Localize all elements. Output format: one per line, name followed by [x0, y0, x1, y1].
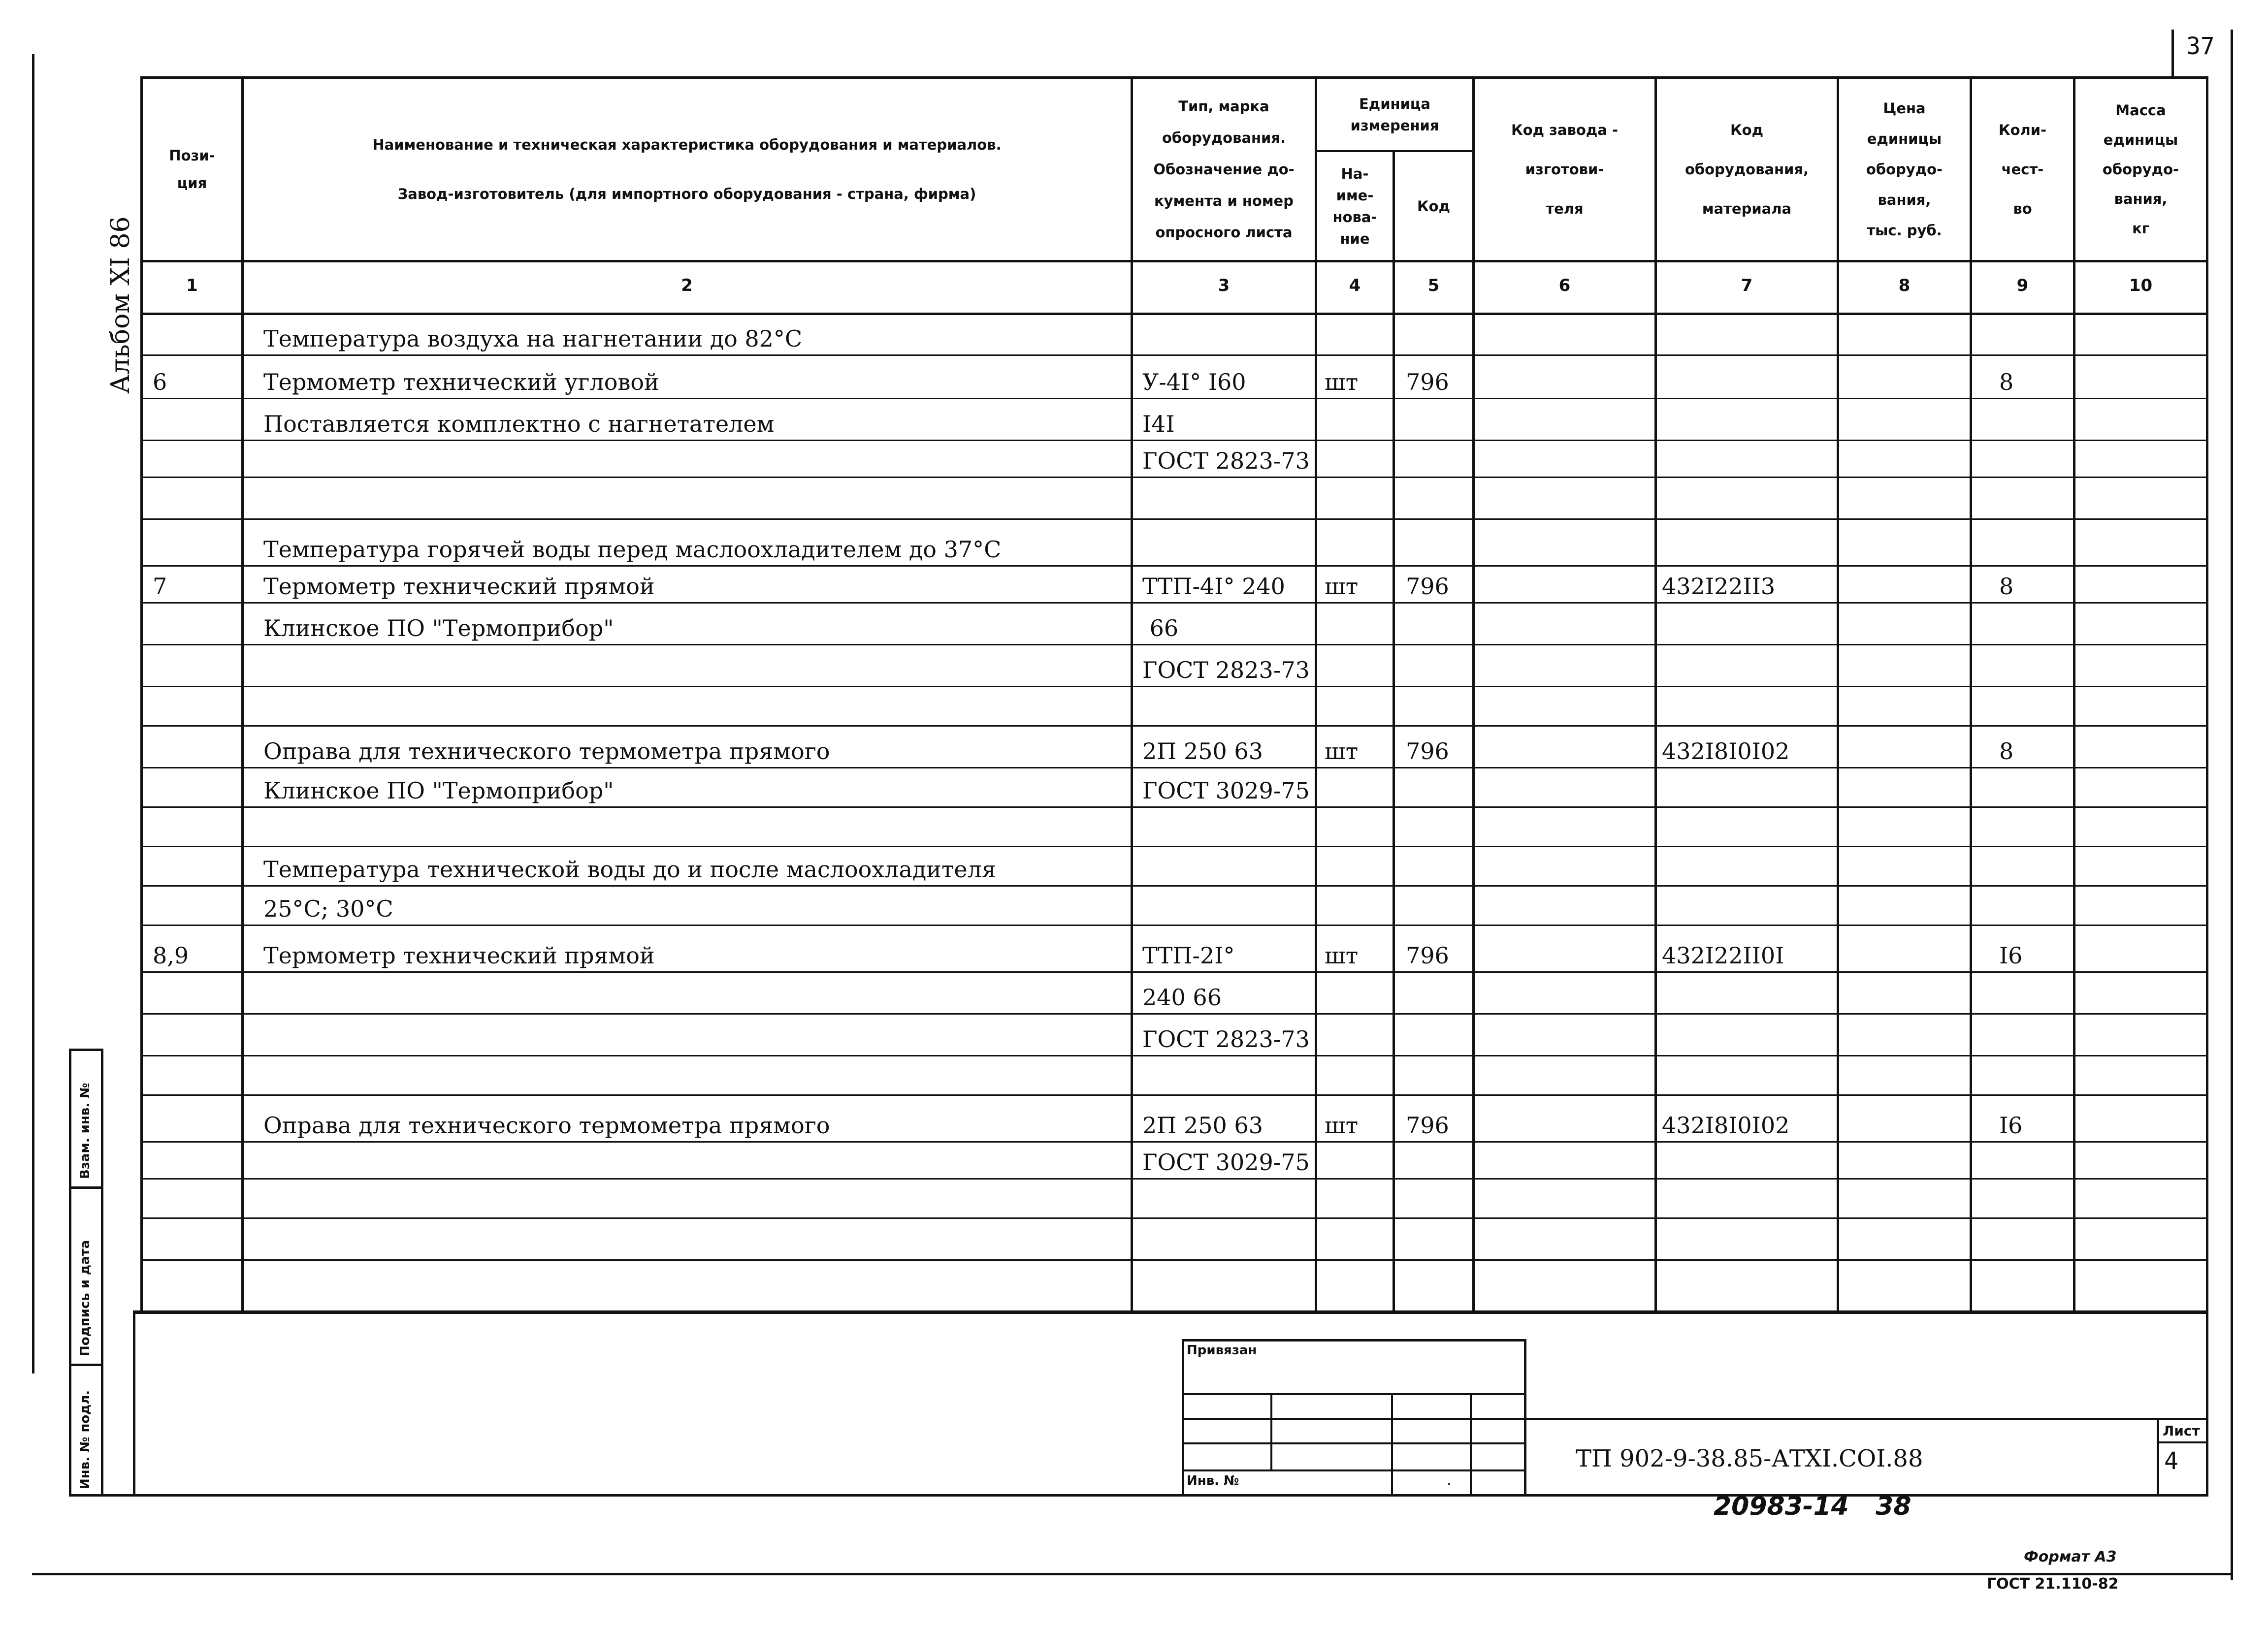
- stamp-inv-podl: Инв. № подл.: [78, 1390, 93, 1489]
- page-number: 37: [2186, 32, 2215, 60]
- cell-eq: 432I8I0I02: [1662, 1112, 1790, 1139]
- header-position: Пози- ция: [169, 147, 215, 192]
- cell-name: Клинское ПО "Термоприбор": [263, 777, 614, 804]
- colnum-5: 5: [1427, 276, 1440, 295]
- header-equipment-code: Код оборудования, материала: [1685, 122, 1809, 217]
- cell-code: 796: [1406, 573, 1449, 600]
- cell-qty: 8: [1999, 738, 2014, 765]
- cell-type: ТТП-4I° 240: [1142, 573, 1285, 600]
- sheet-label: Лист: [2163, 1423, 2200, 1439]
- cell-name: Клинское ПО "Термоприбор": [263, 615, 614, 641]
- cell-type: ГОСТ 2823-73: [1142, 1026, 1310, 1053]
- cell-unit: шт: [1325, 573, 1359, 600]
- cell-type: ГОСТ 3029-75: [1142, 1149, 1310, 1176]
- header-unit: Единица измерения: [1350, 95, 1439, 134]
- cell-code: 796: [1406, 738, 1449, 765]
- cell-code: 796: [1406, 1112, 1449, 1139]
- cell-pos: 7: [153, 573, 167, 600]
- cell-unit: шт: [1325, 369, 1359, 395]
- header-unit-name: На- име- нова- ние: [1332, 165, 1377, 247]
- stamp-signature-date: Подпись и дата: [78, 1240, 93, 1356]
- cell-name: Поставляется комплектно с нагнетателем: [263, 411, 775, 437]
- gost-label: ГОСТ 21.110-82: [1987, 1575, 2119, 1593]
- cell-qty: I6: [1999, 942, 2023, 969]
- cell-name: Оправа для технического термометра прямого: [263, 738, 830, 765]
- cell-name: Термометр технический угловой: [263, 369, 659, 395]
- cell-type: I4I: [1142, 411, 1175, 437]
- cell-unit: шт: [1325, 1112, 1359, 1139]
- cell-unit: шт: [1325, 738, 1359, 765]
- archive-number: 20983-14 38: [1714, 1492, 1912, 1521]
- cell-qty: 8: [1999, 369, 2014, 395]
- cell-eq: 432I8I0I02: [1662, 738, 1790, 765]
- colnum-3: 3: [1218, 276, 1230, 295]
- cell-type: 66: [1142, 615, 1179, 641]
- colnum-6: 6: [1558, 276, 1571, 295]
- album-label: Альбом XI 86: [106, 216, 135, 394]
- cell-qty: 8: [1999, 573, 2014, 600]
- colnum-8: 8: [1898, 276, 1911, 295]
- header-quantity: Коли- чест- во: [1998, 122, 2047, 217]
- cell-type: 2П 250 63: [1142, 738, 1263, 765]
- header-mass: Масса единицы оборудо- вания, кг: [2102, 102, 2179, 237]
- header-unit-code: Код: [1417, 197, 1451, 215]
- cell-eq: 432I22II0I: [1662, 942, 1784, 969]
- cell-name: Температура горячей воды перед маслоохладителем до 37°С: [263, 536, 1002, 563]
- cell-eq: 432I22II3: [1662, 573, 1776, 600]
- cell-type: ГОСТ 2823-73: [1142, 447, 1310, 474]
- stamp-dot: ·: [1445, 1477, 1453, 1492]
- cell-type: ГОСТ 3029-75: [1142, 777, 1310, 804]
- cell-type: ТТП-2I°: [1142, 942, 1235, 969]
- header-name: Наименование и техническая характеристика оборудования и материалов. Завод-изготовитель (для импортного оборудования - страна, фирма): [372, 136, 1002, 202]
- cell-name: Оправа для технического термометра прямого: [263, 1112, 830, 1139]
- cell-type: 2П 250 63: [1142, 1112, 1263, 1139]
- document-code: ТП 902-9-38.85-АТХI.СОI.88: [1576, 1445, 1923, 1472]
- stamp-vzam-inv: Взам. инв. №: [78, 1083, 93, 1179]
- colnum-9: 9: [2016, 276, 2029, 295]
- cell-name: Температура технической воды до и после маслоохладителя: [263, 856, 996, 883]
- cell-pos: 6: [153, 369, 167, 395]
- header-type: Тип, марка оборудования. Обозначение до- кумента и номер опросного листа: [1153, 98, 1295, 241]
- stamp-inv-no: Инв. №: [1187, 1473, 1239, 1488]
- stamp-privyazan: Привязан: [1187, 1343, 1257, 1358]
- cell-type: ГОСТ 2823-73: [1142, 657, 1310, 683]
- colnum-4: 4: [1349, 276, 1361, 295]
- cell-name: Термометр технический прямой: [263, 942, 655, 969]
- cell-type: 240 66: [1142, 984, 1222, 1011]
- format-label: Формат А3: [2024, 1548, 2117, 1565]
- cell-code: 796: [1406, 942, 1449, 969]
- cell-code: 796: [1406, 369, 1449, 395]
- cell-name: Термометр технический прямой: [263, 573, 655, 600]
- cell-qty: I6: [1999, 1112, 2023, 1139]
- sheet-number: 4: [2164, 1447, 2178, 1475]
- cell-name: 25°С; 30°С: [263, 895, 393, 922]
- header-price: Цена единицы оборудо- вания, тыс. руб.: [1866, 100, 1943, 239]
- colnum-1: 1: [186, 276, 198, 295]
- header-factory-code: Код завода - изготови- теля: [1511, 122, 1618, 217]
- colnum-7: 7: [1741, 276, 1753, 295]
- colnum-2: 2: [681, 276, 693, 295]
- cell-type: У-4I° I60: [1142, 369, 1246, 395]
- colnum-10: 10: [2129, 276, 2153, 295]
- cell-name: Температура воздуха на нагнетании до 82°С: [263, 325, 803, 352]
- cell-pos: 8,9: [153, 942, 189, 969]
- cell-unit: шт: [1325, 942, 1359, 969]
